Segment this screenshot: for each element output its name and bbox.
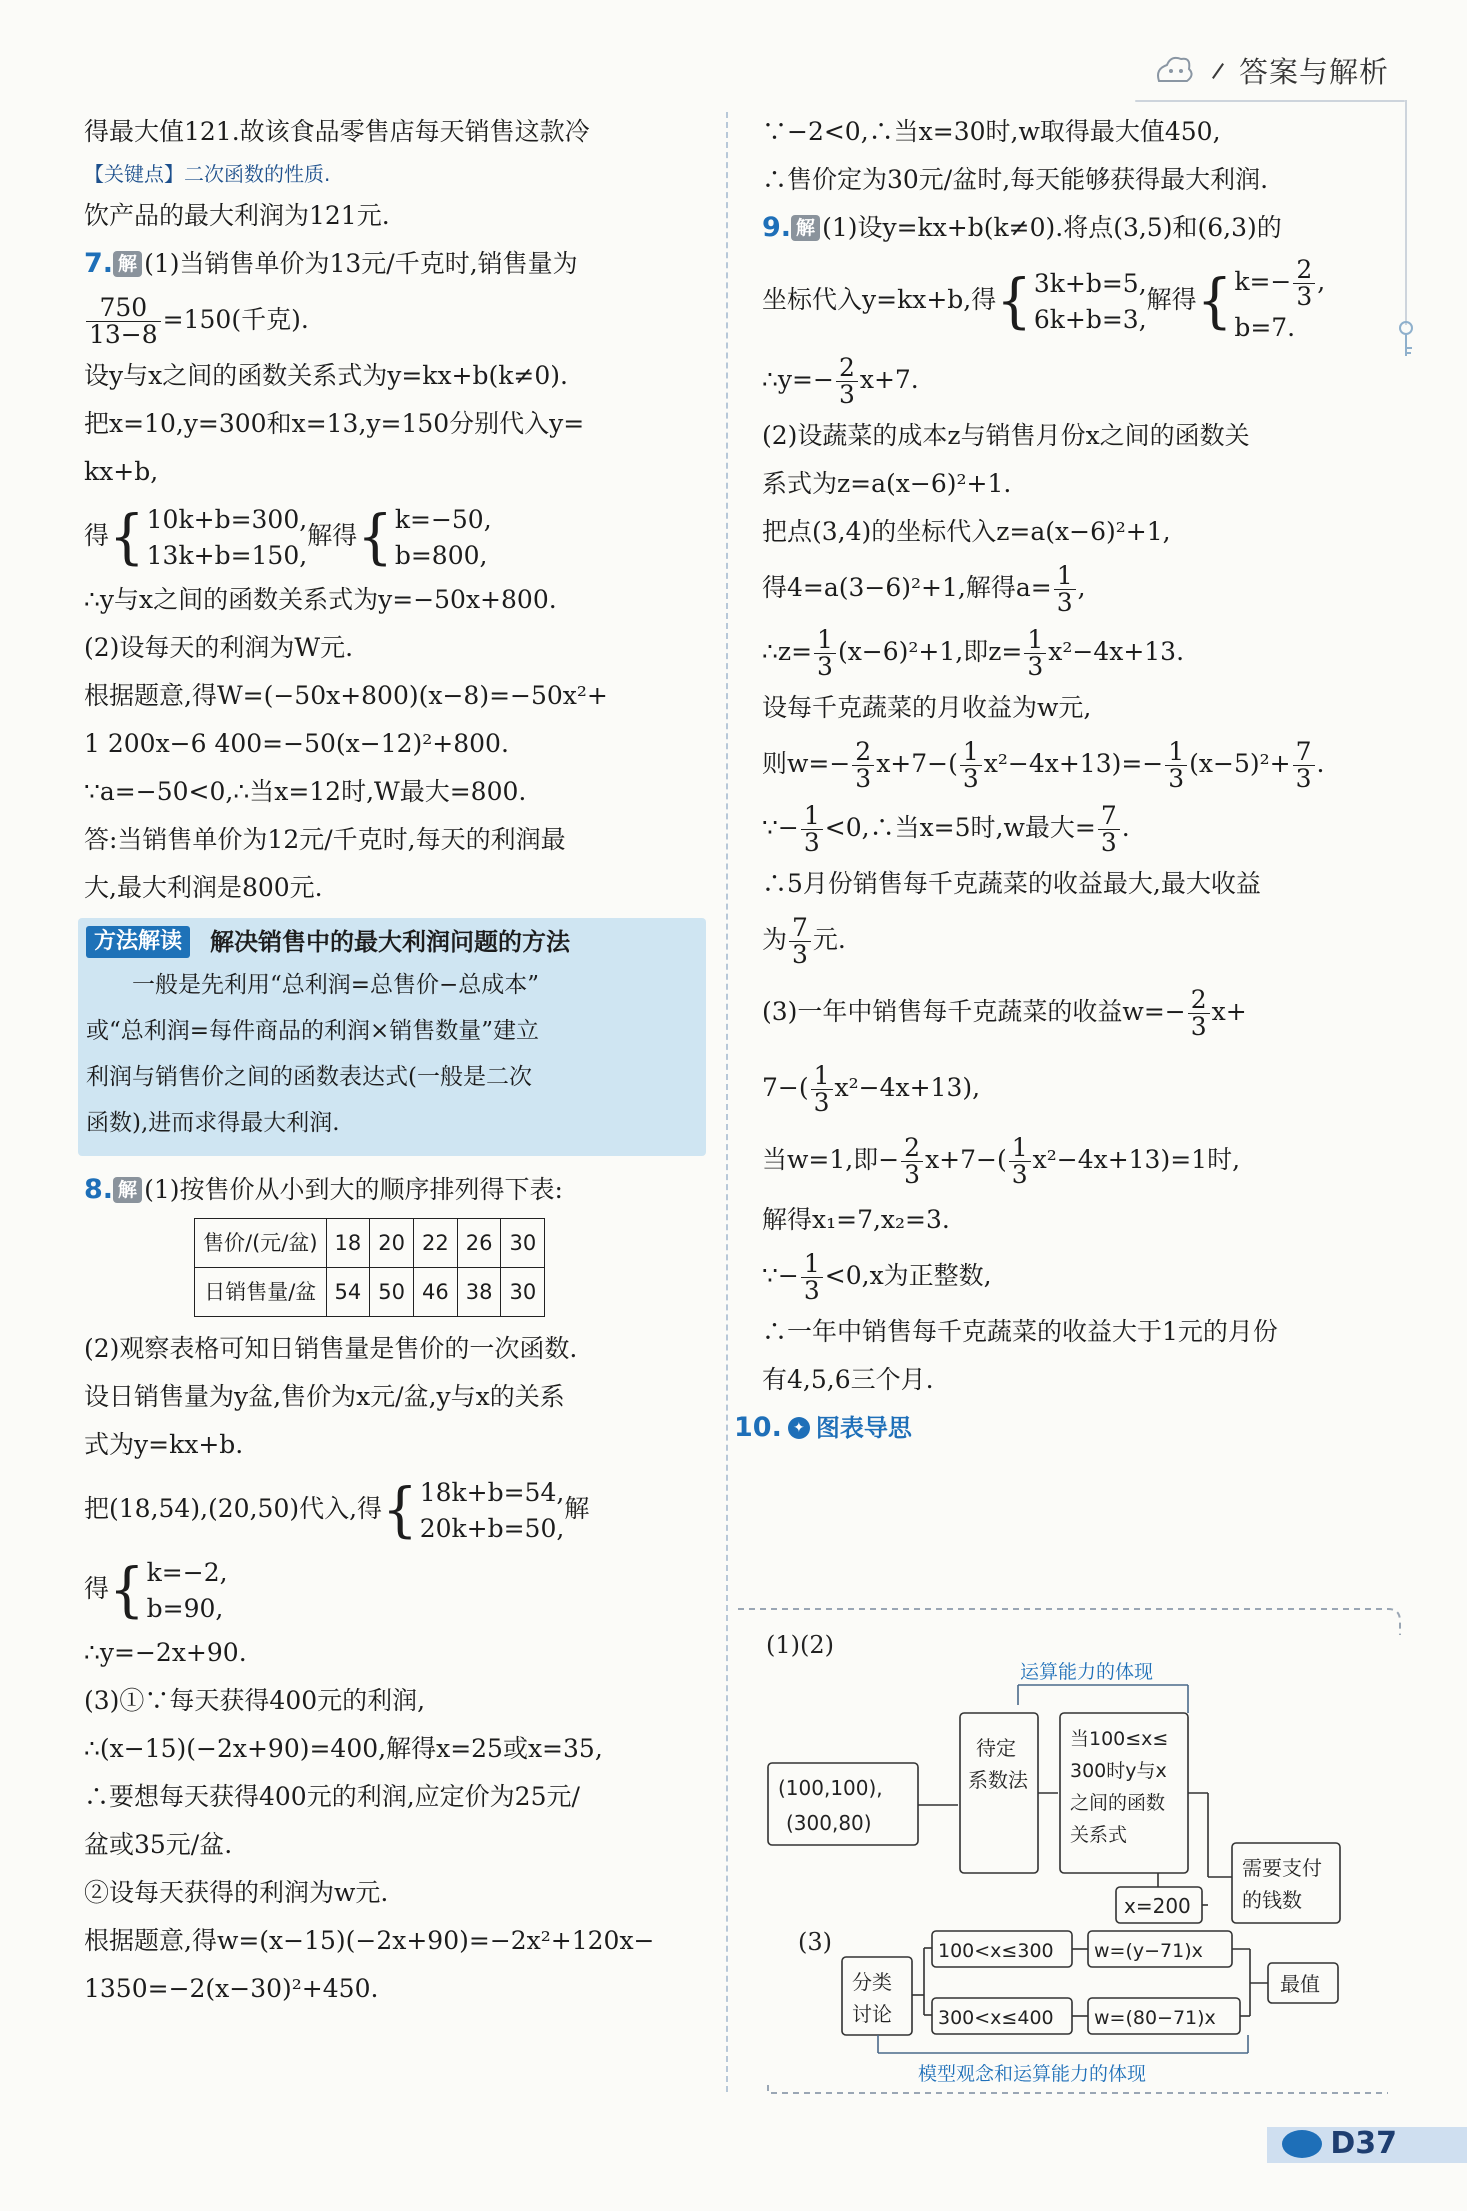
table-head: 售价/(元/盆) (195, 1219, 327, 1268)
text: <0,∴当x=5时,w最大= (824, 813, 1096, 842)
text: x+7−( (876, 749, 958, 778)
method-title: 解决销售中的最大利润问题的方法 (210, 928, 571, 956)
denominator: 3 (1295, 764, 1312, 793)
text-line: 系式为z=a(x−6)²+1. (762, 469, 1012, 498)
numerator: 1 (1165, 739, 1187, 766)
fraction (1054, 563, 1076, 616)
equation-system: { 3k+b=5, 6k+b=3, (996, 266, 1146, 338)
text: 为 (762, 925, 788, 954)
text: 解得 (1146, 285, 1197, 314)
page-footer (1282, 2126, 1397, 2161)
numerator: 1 (801, 803, 823, 830)
fraction (789, 915, 811, 968)
text: (1)设y=kx+b(k≠0).将点(3,5)和(6,3)的 (822, 213, 1282, 242)
denominator: 3 (792, 940, 808, 969)
table-cell: 26 (457, 1219, 501, 1268)
text: =150(千克). (162, 305, 309, 334)
fraction (1098, 803, 1120, 856)
numerator: 2 (901, 1135, 923, 1162)
text-line: ∴5月份销售每千克蔬菜的收益最大,最大收益 (762, 869, 1261, 898)
text-line: 把点(3,4)的坐标代入z=a(x−6)²+1, (762, 517, 1171, 546)
denominator: 3 (904, 1160, 921, 1189)
method-line: 函数),进而求得最大利润. (86, 1110, 340, 1136)
solution-system: { k=− $\frac{2}{3}$ , b=7. (1197, 257, 1326, 346)
method-line: 一般是先利用“总利润=总售价−总成本” (132, 972, 540, 998)
q7-system-line (84, 496, 704, 576)
denominator: 3 (803, 1276, 820, 1305)
formula-1: w=(y−71)x (1094, 1940, 1203, 1962)
text: x²−4x+13), (834, 1073, 981, 1102)
denominator: 3 (1296, 282, 1313, 311)
denominator: 3 (1056, 588, 1073, 617)
text: (1)当销售单价为13元/千克时,销售量为 (144, 249, 578, 278)
equation: 13k+b=150, (146, 540, 308, 570)
table-cell: 22 (414, 1219, 458, 1268)
numerator: 750 (86, 295, 161, 322)
page-number: D37 (1330, 2126, 1397, 2161)
text: ∴z= (762, 637, 813, 666)
text: 得 (84, 1574, 110, 1603)
text-line: 设日销售量为y盆,售价为x元/盆,y与x的关系 (84, 1382, 565, 1411)
q7-line-1 (84, 240, 704, 288)
method-line: 或“总利润=每件商品的利润×销售数量”建立 (86, 1018, 540, 1044)
text: ∵− (762, 1261, 799, 1290)
text-line: 根据题意,得w=(x−15)(−2x+90)=−2x²+120x− (84, 1926, 655, 1955)
numerator: 2 (1293, 257, 1315, 284)
numerator: 2 (836, 355, 858, 382)
function-line-b: 300时y与x (1070, 1760, 1167, 1782)
function-line-a: 当100≤x≤ (1070, 1728, 1169, 1750)
sub-label-12: (1)(2) (766, 1631, 834, 1659)
q8-solution-line (84, 1549, 704, 1629)
text-line: 把x=10,y=300和x=13,y=150分别代入y= (84, 409, 585, 438)
table-cell: 38 (457, 1268, 501, 1317)
numerator: 7 (1098, 803, 1120, 830)
text-line: ∴售价定为30元/盆时,每天能够获得最大利润. (762, 165, 1269, 194)
fraction (960, 739, 982, 792)
table-cell: 50 (370, 1268, 414, 1317)
method-line-a: 待定 (976, 1736, 1016, 1760)
text: 当w=1,即− (762, 1145, 900, 1174)
range-2: 300<x≤400 (938, 2007, 1054, 2029)
function-line-d: 关系式 (1070, 1824, 1128, 1846)
question-number: 9. (762, 212, 792, 243)
text-line: 答:当销售单价为12元/千克时,每天的利润最 (84, 825, 566, 854)
text-line: (2)设蔬菜的成本z与销售月份x之间的函数关 (762, 421, 1250, 450)
table-cell: 30 (501, 1268, 545, 1317)
equation: b=7. (1234, 313, 1296, 342)
header-slash (1212, 63, 1224, 79)
denominator: 3 (817, 652, 833, 681)
denominator: 3 (1100, 828, 1117, 857)
text-line: 设y与x之间的函数关系式为y=kx+b(k≠0). (84, 361, 568, 390)
text: (x−5)²+ (1189, 749, 1291, 778)
fraction (801, 1251, 823, 1304)
q8-system-line (84, 1469, 704, 1549)
text: <0,x为正整数, (824, 1261, 992, 1290)
equation-system: { 18k+b=54, 20k+b=50, (382, 1475, 564, 1547)
dashed-frame-bottom (768, 2085, 1388, 2093)
numerator: 1 (811, 1063, 833, 1090)
solution-badge: 解 (791, 215, 820, 241)
text-line: ②设每天获得的利润为w元. (84, 1878, 389, 1907)
method-title-row (86, 922, 698, 962)
text-line: ∵−2<0,∴当x=30时,w取得最大值450, (762, 117, 1221, 146)
equation (1234, 257, 1325, 310)
fraction (836, 355, 858, 408)
left-column (84, 108, 704, 2013)
denominator: 3 (1168, 764, 1185, 793)
max-text: 最值 (1280, 1972, 1320, 1996)
fraction (1024, 627, 1046, 680)
text-line: 1 200x−6 400=−50(x−12)²+800. (84, 729, 509, 758)
q9-line-13 (762, 908, 1402, 972)
top-label: 运算能力的体现 (1020, 1661, 1154, 1683)
money-line-a: 需要支付 (1242, 1856, 1322, 1880)
text-line: 有4,5,6三个月. (762, 1365, 934, 1394)
header-rule (1135, 100, 1405, 102)
method-line: 利润与销售价之间的函数表达式(一般是二次 (86, 1064, 532, 1090)
equation: k=−50, (394, 504, 492, 534)
fraction (1165, 739, 1187, 792)
text: . (1121, 813, 1130, 842)
table-row (195, 1268, 545, 1317)
text: k=− (1234, 267, 1292, 296)
solution-system: { k=−50, b=800, (357, 502, 491, 574)
q9-line-11 (762, 796, 1402, 860)
text: x²−4x+13. (1048, 637, 1185, 666)
right-column (734, 108, 1402, 1452)
text-line: ∴要想每天获得400元的利润,应定价为25元/ (84, 1782, 580, 1811)
fraction (1009, 1135, 1031, 1188)
equation: 20k+b=50, (419, 1513, 565, 1543)
text-line: ∴(x−15)(−2x+90)=400,解得x=25或x=35, (84, 1734, 603, 1763)
table-cell: 54 (326, 1268, 370, 1317)
table-cell: 20 (370, 1219, 414, 1268)
equation: 10k+b=300, (146, 504, 308, 534)
equation: 3k+b=5, (1033, 268, 1147, 298)
text: x+7−( (925, 1145, 1007, 1174)
text-line: ∴一年中销售每千克蔬菜的收益大于1元的月份 (762, 1317, 1278, 1346)
x200-text: x=200 (1124, 1894, 1191, 1918)
text: 得 (84, 521, 110, 550)
text: x+ (1211, 997, 1247, 1026)
denominator: 3 (803, 828, 820, 857)
text: (3)一年中销售每千克蔬菜的收益w=− (762, 997, 1186, 1026)
table-row (195, 1219, 545, 1268)
text: (1)按售价从小到大的顺序排列得下表: (144, 1175, 563, 1204)
fraction (801, 803, 823, 856)
classify-line-b: 讨论 (852, 2002, 892, 2026)
table-cell: 46 (414, 1268, 458, 1317)
fraction (814, 627, 836, 680)
text-line: 解得x₁=7,x₂=3. (762, 1205, 950, 1234)
numerator: 1 (960, 739, 982, 766)
text-line: 得最大值121.故该食品零售店每天销售这款冷 (84, 117, 590, 146)
method-box (78, 918, 706, 1156)
numerator: 1 (814, 627, 836, 654)
concept-diagram (728, 1605, 1408, 2095)
text: (x−6)²+1,即z= (837, 637, 1023, 666)
text-line: kx+b, (84, 457, 159, 486)
numerator: 1 (1009, 1135, 1031, 1162)
lightbulb-icon: ✦ (788, 1417, 810, 1439)
denominator: 3 (962, 764, 979, 793)
denominator: 3 (1027, 652, 1044, 681)
text: x+7. (859, 365, 919, 394)
q7-line-2 (84, 288, 704, 352)
q10-heading (734, 1404, 1402, 1452)
sub-label-3: (3) (798, 1928, 832, 1956)
text: x²−4x+13)=1时, (1032, 1145, 1241, 1174)
text: ∴y=− (762, 365, 834, 394)
points-line-a: (100,100), (778, 1776, 883, 1800)
denominator: 3 (1011, 1160, 1028, 1189)
table-cell: 30 (501, 1219, 545, 1268)
numerator: 1 (1024, 627, 1046, 654)
q9-line-8 (762, 620, 1402, 684)
equation: 18k+b=54, (419, 1477, 565, 1507)
equation: b=90, (146, 1593, 224, 1623)
method-tag: 方法解读 (86, 926, 190, 958)
classify-line-a: 分类 (852, 1970, 892, 1994)
table-head: 日销售量/盆 (195, 1268, 327, 1317)
dashed-frame-top (738, 1609, 1400, 1635)
numerator: 1 (801, 1251, 823, 1278)
solution-badge: 解 (113, 251, 142, 277)
price-sales-table (194, 1218, 545, 1317)
equation: b=800, (394, 540, 488, 570)
fraction (1293, 257, 1315, 310)
q9-line-18 (762, 1244, 1402, 1308)
q9-line-16 (762, 1124, 1402, 1196)
fraction (86, 295, 161, 348)
equation: 6k+b=3, (1033, 304, 1147, 334)
function-line-c: 之间的函数 (1070, 1792, 1166, 1814)
text: 解得 (307, 521, 358, 550)
text: 坐标代入y=kx+b,得 (762, 285, 997, 314)
text-line: (2)设每天的利润为W元. (84, 633, 354, 662)
text: . (1316, 749, 1325, 778)
question-number: 7. (84, 248, 114, 279)
text-line: (2)观察表格可知日销售量是售价的一次函数. (84, 1334, 578, 1363)
equation: k=−2, (146, 1557, 228, 1587)
table-cell: 18 (326, 1219, 370, 1268)
text-line: 盆或35元/盆. (84, 1830, 233, 1859)
text: 元. (812, 925, 846, 954)
diagram-svg (728, 1605, 1408, 2095)
question-number: 8. (84, 1174, 114, 1205)
numerator: 2 (852, 739, 874, 766)
text: 解 (564, 1494, 590, 1523)
money-line-b: 的钱数 (1242, 1888, 1302, 1912)
q9-line-7 (762, 556, 1402, 620)
text: 则w=− (762, 749, 851, 778)
fraction (901, 1135, 923, 1188)
text-line: ∵a=−50<0,∴当x=12时,W最大=800. (84, 777, 527, 806)
numerator: 7 (1293, 739, 1315, 766)
text: ∵− (762, 813, 799, 842)
text-line: 式为y=kx+b. (84, 1430, 244, 1459)
denominator: 3 (855, 764, 872, 793)
q9-line-14 (762, 972, 1402, 1052)
q9-line-10 (762, 732, 1402, 796)
denominator: 3 (1190, 1012, 1207, 1041)
text-line: 饮产品的最大利润为121元. (84, 201, 390, 230)
header-title: 答案与解析 (1238, 55, 1389, 89)
fraction (811, 1063, 833, 1116)
q8-line-1 (84, 1166, 704, 1214)
formula-2: w=(80−71)x (1094, 2007, 1216, 2029)
denominator: 13−8 (89, 320, 158, 349)
text-line: ∴y与x之间的函数关系式为y=−50x+800. (84, 585, 557, 614)
method-line-b: 系数法 (968, 1768, 1028, 1792)
section-label: 图表导思 (815, 1414, 912, 1442)
numerator: 1 (1054, 563, 1076, 590)
points-line-b: (300,80) (786, 1811, 872, 1835)
q9-line-1 (762, 204, 1402, 252)
fraction (1293, 739, 1315, 792)
text: 7−( (762, 1073, 809, 1102)
numerator: 2 (1188, 987, 1210, 1014)
page-header (1151, 50, 1389, 91)
numerator: 7 (789, 915, 811, 942)
range-1: 100<x≤300 (938, 1940, 1054, 1962)
text-line: (3)①∵每天获得400元的利润, (84, 1686, 426, 1715)
text: , (1317, 267, 1326, 296)
bottom-label: 模型观念和运算能力的体现 (918, 2063, 1147, 2085)
text: 得4=a(3−6)²+1,解得a= (762, 573, 1052, 602)
solution-badge: 解 (113, 1177, 142, 1203)
text: 把(18,54),(20,50)代入,得 (84, 1494, 383, 1523)
text-line: 设每千克蔬菜的月收益为w元, (762, 693, 1092, 722)
text: , (1077, 573, 1086, 602)
text: x²−4x+13)=− (983, 749, 1164, 778)
header-side-rule (1405, 100, 1407, 325)
solution-system: { k=−2, b=90, (109, 1555, 228, 1627)
fraction (1188, 987, 1210, 1040)
q9-line-3 (762, 348, 1402, 412)
question-number: 10. (734, 1412, 782, 1443)
fraction (852, 739, 874, 792)
q9-line-15 (762, 1052, 1402, 1124)
text-line: 1350=−2(x−30)²+450. (84, 1974, 379, 2003)
q9-system-line (762, 252, 1402, 348)
keynote: 【关键点】二次函数的性质. (84, 162, 331, 186)
equation-system: { 10k+b=300, 13k+b=150, (109, 502, 307, 574)
text-line: ∴y=−2x+90. (84, 1638, 247, 1667)
denominator: 3 (813, 1088, 830, 1117)
mascot-icon (1151, 51, 1197, 91)
denominator: 3 (838, 380, 855, 409)
text-line: 大,最大利润是800元. (84, 873, 323, 902)
page-marker-icon (1282, 2130, 1322, 2158)
text-line: 根据题意,得W=(−50x+800)(x−8)=−50x²+ (84, 681, 608, 710)
